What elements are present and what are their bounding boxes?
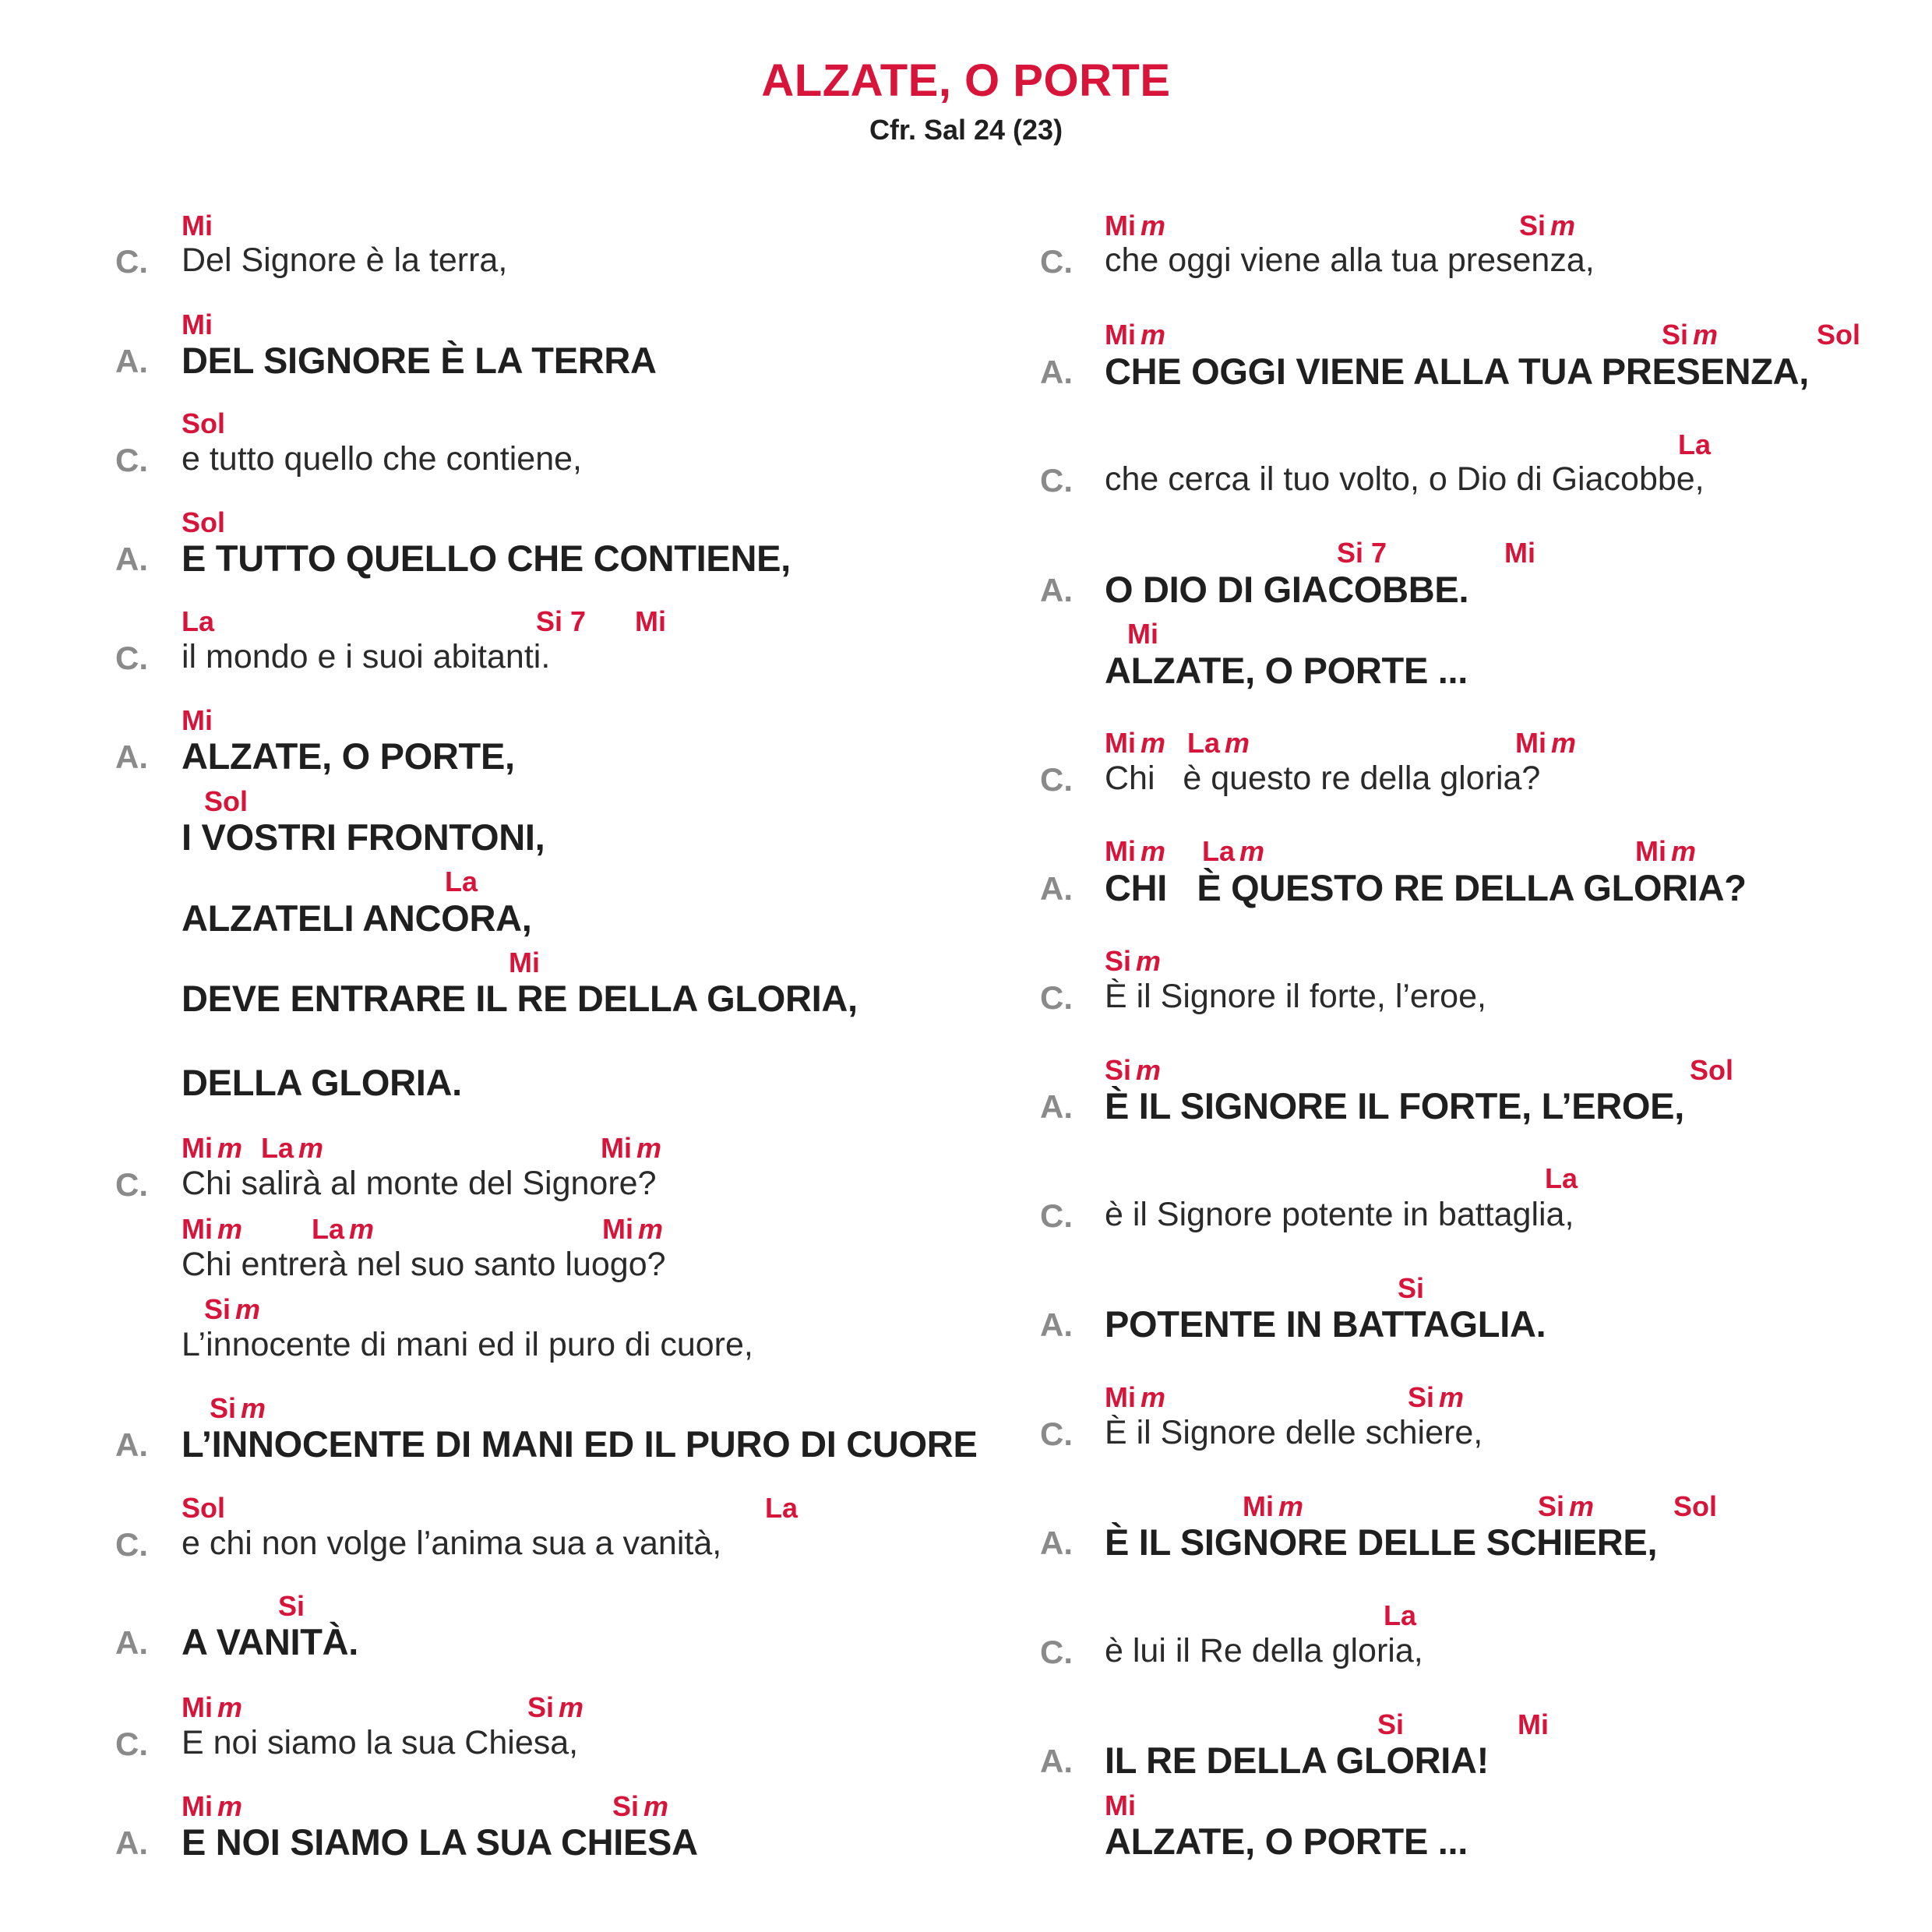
role-cantor: C.: [115, 1726, 148, 1762]
chord: Si: [1398, 1272, 1425, 1304]
chord: Mi m: [182, 1213, 243, 1245]
lyric-line: E noi siamo la sua Chiesa,: [182, 1724, 579, 1761]
lyric-line: ALZATE, O PORTE ...: [1105, 1821, 1468, 1862]
chord: Mi m: [1105, 1381, 1166, 1413]
chord: Mi m: [182, 1691, 243, 1723]
chord: La: [1384, 1599, 1417, 1631]
chord: Si 7: [1337, 537, 1387, 569]
role-cantor: C.: [115, 442, 148, 478]
lyric-line: che oggi viene alla tua presenza,: [1105, 242, 1595, 279]
chord: La m: [261, 1132, 324, 1164]
role-assembly: A.: [115, 541, 148, 577]
role-assembly: A.: [115, 343, 148, 379]
role-assembly: A.: [115, 739, 148, 775]
chord: Mi: [182, 704, 213, 736]
chord: La m: [312, 1213, 375, 1245]
role-assembly: A.: [1040, 1088, 1073, 1125]
lyric-line: È il Signore il forte, l’eroe,: [1105, 978, 1486, 1015]
lyric-line: Del Signore è la terra,: [182, 242, 508, 279]
chord: Sol: [204, 785, 249, 817]
lyric-line: Chi entrerà nel suo santo luogo?: [182, 1246, 666, 1283]
role-cantor: C.: [115, 1166, 148, 1203]
chord: Si m: [1408, 1381, 1465, 1413]
chord: Sol: [182, 1492, 226, 1524]
lyric-line: È il Signore delle schiere,: [1105, 1414, 1483, 1451]
chord: Si: [278, 1590, 305, 1622]
chord: Si m: [1105, 1054, 1162, 1086]
role-assembly: A.: [115, 1624, 148, 1661]
role-cantor: C.: [1040, 243, 1073, 280]
role-assembly: A.: [1040, 1743, 1073, 1779]
chord: Si: [1377, 1708, 1405, 1740]
chord: Mi: [635, 605, 666, 637]
lyric-line: È IL SIGNORE DELLE SCHIERE,: [1105, 1521, 1658, 1563]
role-cantor: C.: [1040, 462, 1073, 499]
lyric-line: E NOI SIAMO LA SUA CHIESA: [182, 1821, 698, 1863]
lyric-line: e chi non volge l’anima sua a vanità,: [182, 1525, 722, 1562]
chord: La: [1545, 1162, 1578, 1194]
chord: La: [182, 605, 215, 637]
lyric-line: E TUTTO QUELLO CHE CONTIENE,: [182, 538, 791, 579]
chord: Sol: [1673, 1490, 1718, 1522]
chord: Sol: [182, 506, 226, 538]
role-assembly: A.: [1040, 354, 1073, 390]
role-cantor: C.: [1040, 1197, 1073, 1234]
role-cantor: C.: [115, 243, 148, 280]
chord: Si m: [1519, 210, 1576, 242]
chord: Mi m: [182, 1790, 243, 1822]
role-cantor: C.: [115, 1526, 148, 1563]
lyric-line: È IL SIGNORE IL FORTE, L’EROE,: [1105, 1085, 1684, 1126]
lyric-line: L’innocente di mani ed il puro di cuore,: [182, 1326, 753, 1363]
chord: Mi m: [1243, 1490, 1304, 1522]
role-assembly: A.: [1040, 572, 1073, 608]
lyric-line: DEVE ENTRARE IL RE DELLA GLORIA,: [182, 978, 858, 1019]
lyric-line: è il Signore potente in battaglia,: [1105, 1196, 1574, 1233]
chord: Mi: [1518, 1708, 1549, 1740]
role-assembly: A.: [1040, 1525, 1073, 1561]
lyric-line: che cerca il tuo volto, o Dio di Giacobbe,: [1105, 460, 1705, 498]
chord: Si m: [204, 1293, 261, 1325]
chord: Sol: [182, 407, 226, 439]
chord: Mi m: [602, 1213, 664, 1245]
chord: Si m: [527, 1691, 584, 1723]
role-cantor: C.: [1040, 1634, 1073, 1670]
chord: Sol: [1817, 319, 1861, 351]
song-title: ALZATE, O PORTE: [761, 55, 1171, 106]
lyric-line: I VOSTRI FRONTONI,: [182, 816, 545, 858]
chord: La: [1678, 428, 1712, 460]
chord: Mi m: [601, 1132, 662, 1164]
lyric-line: O DIO DI GIACOBBE.: [1105, 569, 1469, 610]
lyric-line: POTENTE IN BATTAGLIA.: [1105, 1303, 1546, 1345]
lyric-line: IL RE DELLA GLORIA!: [1105, 1740, 1490, 1781]
lyric-line: Chi salirà al monte del Signore?: [182, 1165, 657, 1202]
lyric-line: DELLA GLORIA.: [182, 1062, 462, 1103]
role-assembly: A.: [115, 1824, 148, 1861]
chord: La m: [1187, 727, 1250, 759]
chord: Si m: [612, 1790, 669, 1822]
role-cantor: C.: [1040, 979, 1073, 1016]
role-cantor: C.: [1040, 1416, 1073, 1452]
chord: Si m: [210, 1392, 266, 1424]
lyric-line: Chi è questo re della gloria?: [1105, 760, 1541, 797]
chord: Sol: [1690, 1054, 1734, 1086]
chord: Mi m: [1105, 319, 1166, 351]
role-assembly: A.: [1040, 870, 1073, 907]
chord: Mi: [1105, 1789, 1136, 1821]
chord: Si 7: [536, 605, 587, 637]
lyric-line: ALZATELI ANCORA,: [182, 897, 532, 939]
chord: Si m: [1105, 945, 1162, 977]
chord: Mi: [1504, 537, 1535, 569]
lyric-line: A VANITÀ.: [182, 1621, 359, 1662]
chord: La: [765, 1492, 799, 1524]
chord: Si m: [1538, 1490, 1595, 1522]
chord: Mi m: [182, 1132, 243, 1164]
role-cantor: C.: [115, 640, 148, 676]
chord: Mi m: [1105, 835, 1166, 867]
lyric-line: e tutto quello che contiene,: [182, 440, 582, 478]
chord: La m: [1202, 835, 1265, 867]
lyric-line: è lui il Re della gloria,: [1105, 1632, 1423, 1669]
lyric-line: ALZATE, O PORTE ...: [1105, 650, 1468, 691]
chord: Mi: [182, 308, 213, 340]
chord: Mi m: [1105, 727, 1166, 759]
lyric-line: CHE OGGI VIENE ALLA TUA PRESENZA,: [1105, 351, 1810, 392]
song-subtitle: Cfr. Sal 24 (23): [869, 114, 1063, 146]
chord: La: [445, 866, 478, 897]
chord: Mi m: [1105, 210, 1166, 242]
chord: Mi: [182, 210, 213, 242]
chord: Mi: [509, 947, 540, 978]
lyric-line: ALZATE, O PORTE,: [182, 735, 515, 777]
lyric-line: CHI È QUESTO RE DELLA GLORIA?: [1105, 867, 1747, 908]
role-cantor: C.: [1040, 761, 1073, 798]
lyric-line: DEL SIGNORE È LA TERRA: [182, 340, 657, 381]
role-assembly: A.: [1040, 1306, 1073, 1343]
chord: Mi m: [1515, 727, 1577, 759]
lyric-line: il mondo e i suoi abitanti.: [182, 638, 551, 675]
chord: Si m: [1662, 319, 1719, 351]
role-assembly: A.: [115, 1426, 148, 1463]
lyric-line: L’INNOCENTE DI MANI ED IL PURO DI CUORE: [182, 1423, 978, 1465]
chord: Mi: [1127, 618, 1158, 650]
chord: Mi m: [1635, 835, 1697, 867]
